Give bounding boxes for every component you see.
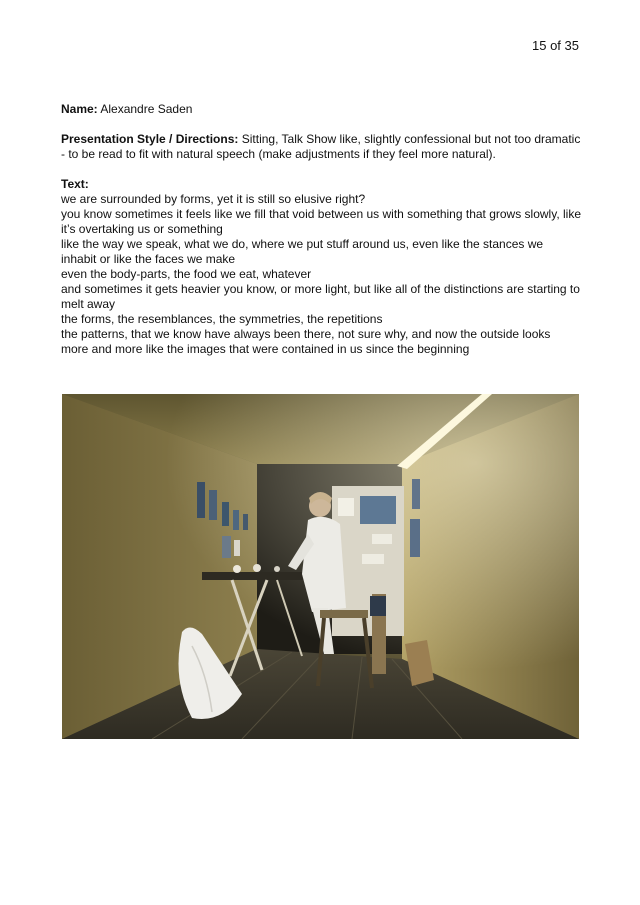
page-number: 15 of 35: [532, 38, 579, 53]
work-table: [202, 572, 312, 580]
wall-photo: [233, 510, 239, 530]
performance-photo: [62, 394, 579, 739]
text-line-2: you know sometimes it feels like we fill that void between us with something that grows slowly, like it’s overtaking us or something: [61, 207, 582, 236]
text-line-6: the forms, the resemblances, the symmetries, the repetitions: [61, 312, 383, 326]
person-coat: [302, 517, 346, 612]
board-note: [372, 534, 392, 544]
wall-photo: [243, 514, 248, 530]
wall-photo: [197, 482, 205, 518]
board-note: [362, 554, 384, 564]
wall-photo: [412, 479, 420, 509]
presentation-paragraph: [61, 132, 581, 162]
text-line-7: the patterns, that we know have always been there, not sure why, and now the outside looks more and more like the images that were contained in us since the beginning: [61, 327, 551, 356]
wall-photo: [222, 502, 229, 526]
stool-seat: [320, 610, 368, 618]
text-line-4: even the body-parts, the food we eat, whatever: [61, 267, 312, 281]
text-line-5: and sometimes it gets heavier you know, or more light, but like all of the distinctions are starting to melt away: [61, 282, 580, 311]
board-image: [360, 496, 396, 524]
document-body: [61, 102, 581, 357]
photo-illustration: [62, 394, 579, 739]
presentation-label: Presentation Style / Directions:: [61, 132, 239, 146]
name-label: Name:: [61, 102, 98, 116]
table-object: [253, 564, 261, 572]
text-line-3: like the way we speak, what we do, where we put stuff around us, even like the stances we inhabit or like the faces we make: [61, 237, 544, 266]
text-label: Text:: [61, 177, 89, 191]
wall-photo: [209, 490, 217, 520]
table-object: [233, 565, 241, 573]
name-value: Alexandre Saden: [97, 102, 193, 116]
board-note: [338, 498, 354, 516]
wall-note: [234, 540, 240, 556]
name-line: [61, 102, 581, 117]
presentation-value: Sitting, Talk Show like, slightly confessional but not too dramatic - to be read to fit with natural speech (make adjustments if they feel more natural).: [61, 132, 581, 161]
wall-photo: [410, 519, 420, 557]
cabinet-item: [370, 596, 386, 616]
table-object: [274, 566, 280, 572]
wall-photo: [222, 536, 231, 558]
text-line-1: we are surrounded by forms, yet it is still so elusive right?: [61, 192, 366, 206]
